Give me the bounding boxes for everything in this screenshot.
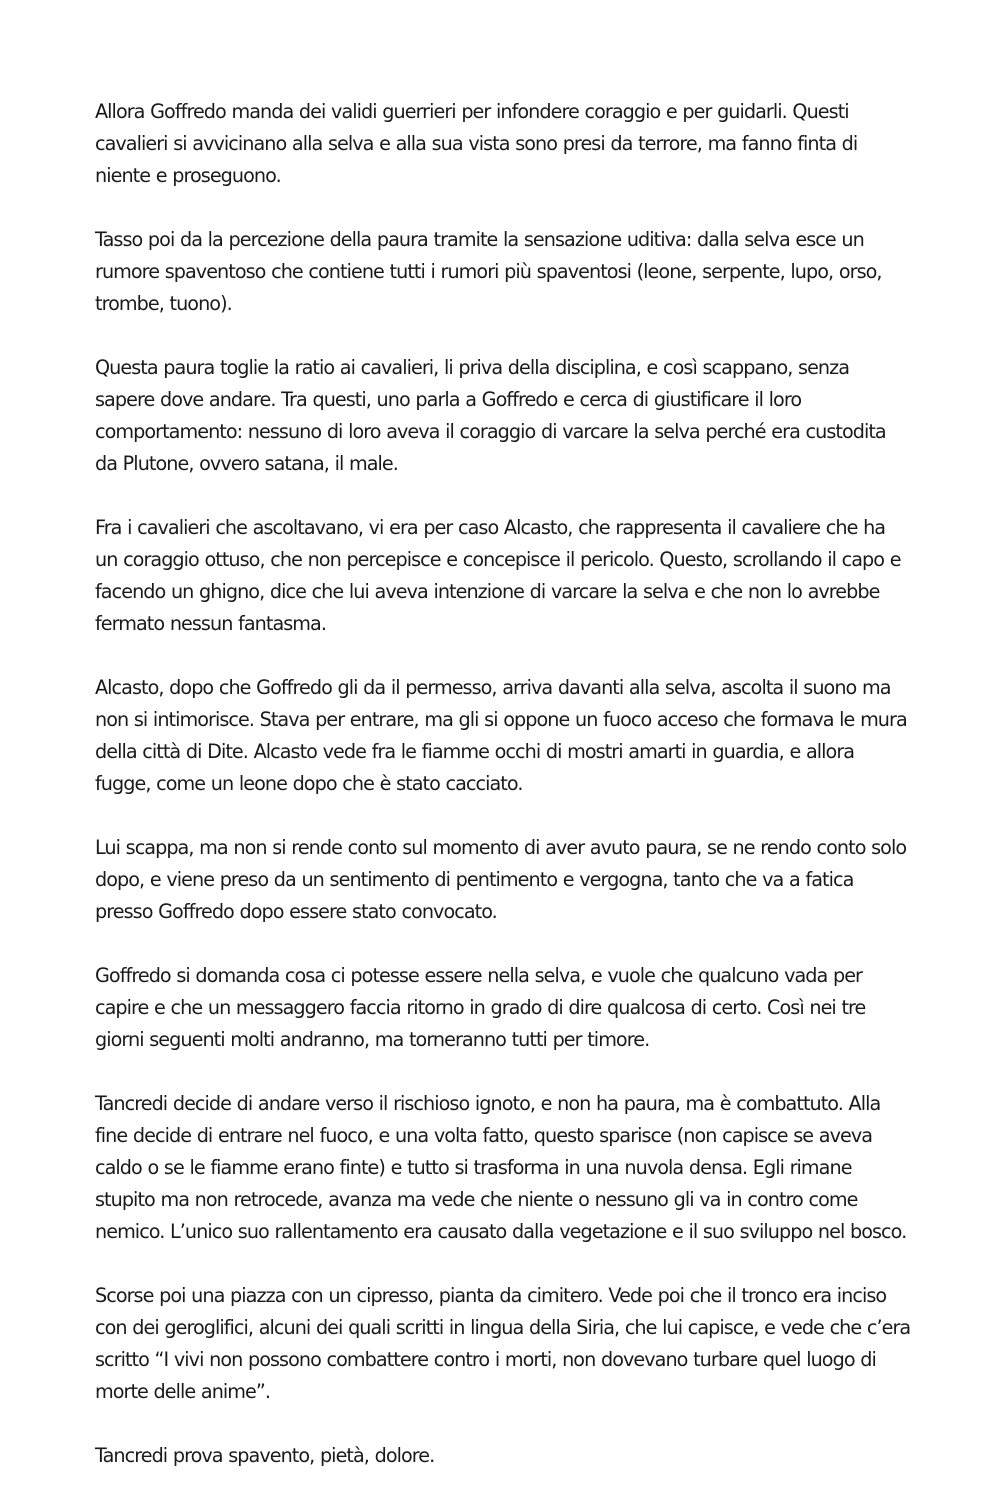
document-page xyxy=(95,96,913,1504)
paragraph-6: Lui scappa, ma non si rende conto sul momento di aver avuto paura, se ne rendo conto solo dopo, e viene preso da un sentimento di pentimento e vergogna, tanto che va a fatica presso Goffredo dopo essere stato convocato. xyxy=(95,836,907,923)
paragraph-10: Tancredi prova spavento, pietà, dolore. xyxy=(95,1444,435,1467)
paragraph-1: Allora Goffredo manda dei validi guerrieri per infondere coraggio e per guidarli. Questi cavalieri si avvicinano alla selva e alla sua vista sono presi da terrore, ma fanno finta di niente e proseguono. xyxy=(95,100,858,187)
paragraph-7: Goffredo si domanda cosa ci potesse essere nella selva, e vuole che qualcuno vada per capire e che un messaggero faccia ritorno in grado di dire qualcosa di certo. Così nei tre giorni seguenti molti andranno, ma torneranno tutti per timore. xyxy=(95,964,866,1051)
paragraph-3: Questa paura toglie la ratio ai cavalieri, li priva della disciplina, e così scappano, senza sapere dove andare. Tra questi, uno parla a Goffredo e cerca di giustificare il loro comportamento: nessuno di loro aveva il coraggio di varcare la selva perché era custodita da Plutone, ovvero satana, il male. xyxy=(95,356,886,475)
paragraph-5: Alcasto, dopo che Goffredo gli da il permesso, arriva davanti alla selva, ascolta il suono ma non si intimorisce. Stava per entrare, ma gli si oppone un fuoco acceso che formava le mura della città di Dite. Alcasto vede fra le fiamme occhi di mostri amarti in guardia, e allora fugge, come un leone dopo che è stato cacciato. xyxy=(95,676,907,795)
paragraph-9: Scorse poi una piazza con un cipresso, pianta da cimitero. Vede poi che il tronco era inciso con dei geroglifici, alcuni dei quali scritti in lingua della Siria, che lui capisce, e vede che c’era scritto “I vivi non possono combattere contro i morti, non dovevano turbare quel luogo di morte delle anime”. xyxy=(95,1284,911,1403)
paragraph-4: Fra i cavalieri che ascoltavano, vi era per caso Alcasto, che rappresenta il cavaliere che ha un coraggio ottuso, che non percepisce e concepisce il pericolo. Questo, scrollando il capo e facendo un ghigno, dice che lui aveva intenzione di varcare la selva e che non lo avrebbe fermato nessun fantasma. xyxy=(95,516,901,635)
paragraph-2: Tasso poi da la percezione della paura tramite la sensazione uditiva: dalla selva esce un rumore spaventoso che contiene tutti i rumori più spaventosi (leone, serpente, lupo, orso, trombe, tuono). xyxy=(95,228,882,315)
paragraph-8: Tancredi decide di andare verso il rischioso ignoto, e non ha paura, ma è combattuto. Alla fine decide di entrare nel fuoco, e una volta fatto, questo sparisce (non capisce se aveva caldo o se le fiamme erano finte) e tutto si trasforma in una nuvola densa. Egli rimane stupito ma non retrocede, avanza ma vede che niente o nessuno gli va in contro come nemico. L’unico suo rallentamento era causato dalla vegetazione e il suo sviluppo nel bosco. xyxy=(95,1092,907,1243)
